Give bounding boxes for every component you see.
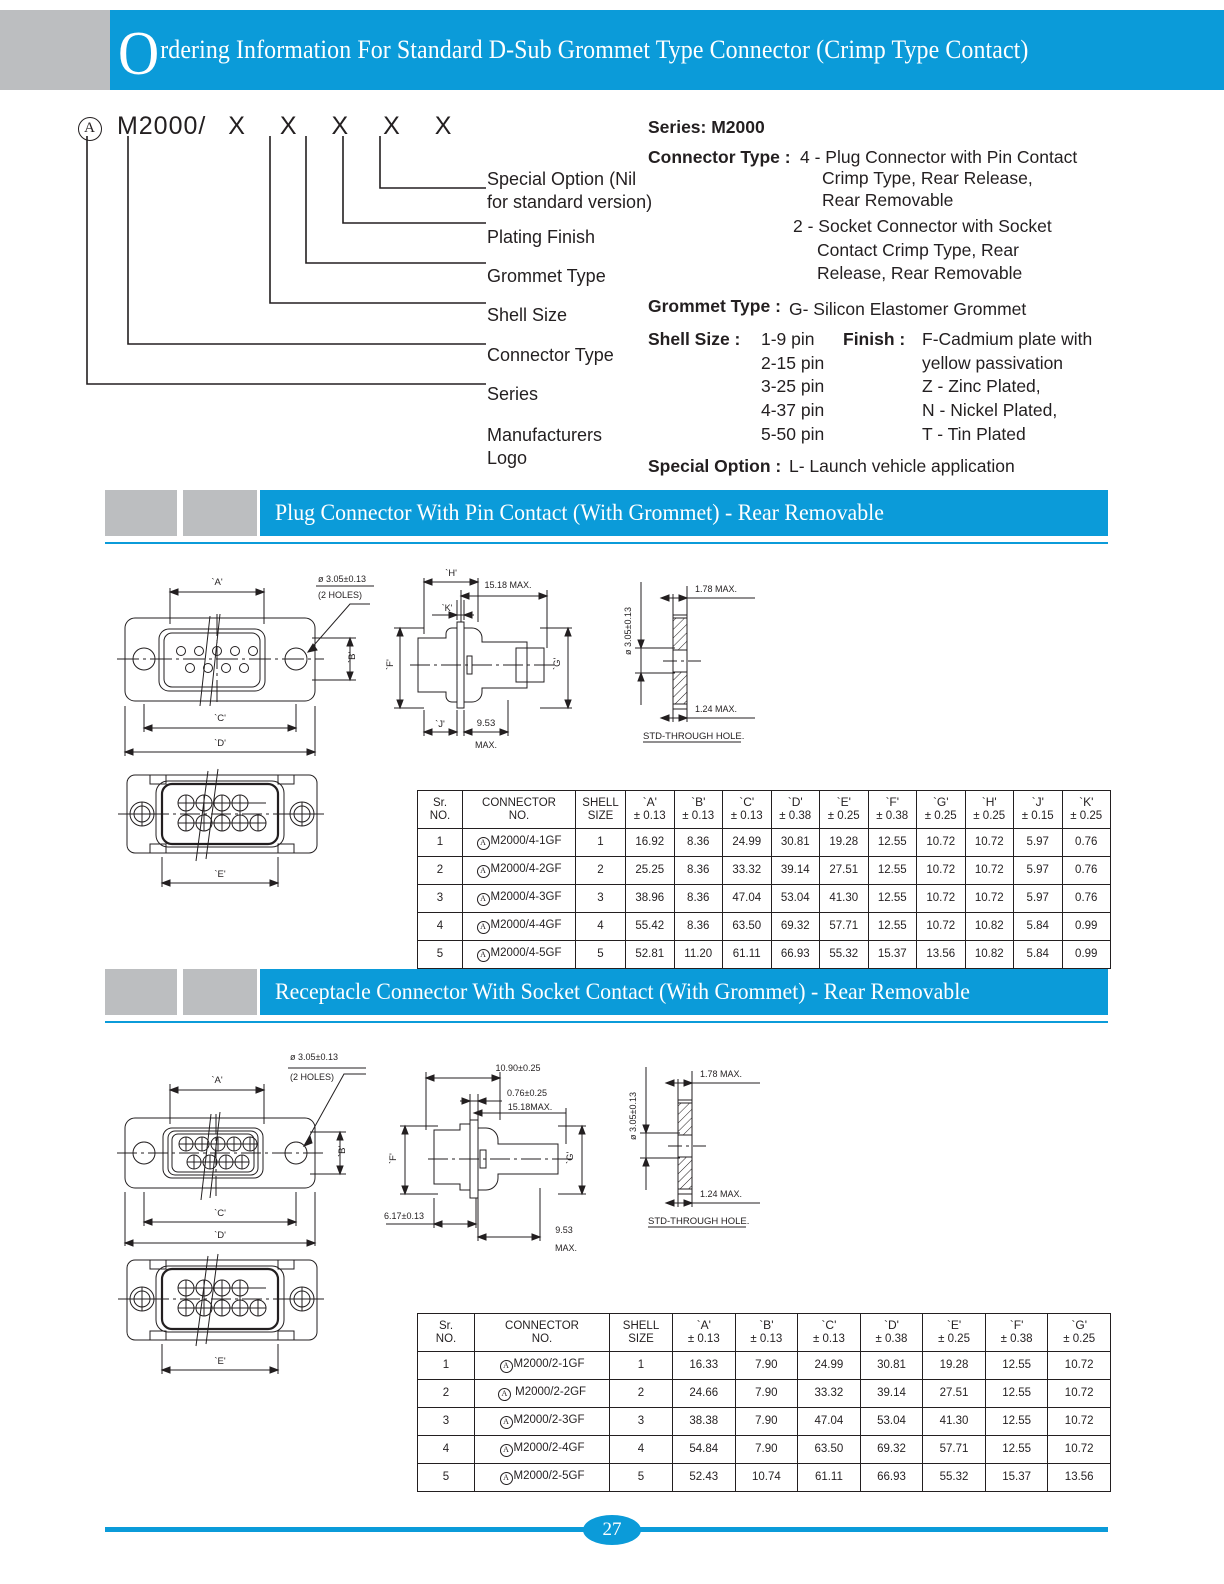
legend-shell-size-3: 3-25 pin (761, 376, 825, 396)
logo-mark-icon: A (477, 949, 490, 962)
legend-finish-5: T - Tin Plated (922, 424, 1026, 444)
cell-shell-size: 5 (610, 1464, 673, 1492)
th-connector-no: CONNECTOR NO. (463, 791, 576, 829)
svg-text:ø 3.05±0.13: ø 3.05±0.13 (290, 1052, 338, 1062)
svg-text:1.24 MAX.: 1.24 MAX. (700, 1189, 743, 1199)
table-row (418, 857, 1111, 885)
svg-text:1.78 MAX.: 1.78 MAX. (695, 584, 738, 594)
cell-connector-no: A M2000/2-2GF (475, 1380, 610, 1408)
cell-dim-e: 55.32 (923, 1464, 986, 1492)
table-header-row (418, 791, 1111, 829)
cell-connector-no: A M2000/4-5GF (463, 941, 576, 969)
cell-dim-g: 13.56 (917, 941, 966, 969)
cell-dim-g: 10.72 (917, 829, 966, 857)
logo-mark-icon: A (477, 921, 490, 934)
cell-sr-no: 5 (418, 1464, 475, 1492)
th-dim-g: `G' ± 0.25 (1048, 1314, 1111, 1352)
cell-dim-a: 38.96 (626, 885, 675, 913)
callout-manufacturers-logo-line1: Manufacturers (487, 425, 603, 445)
cell-dim-b: 8.36 (674, 885, 723, 913)
cell-dim-e: 41.30 (923, 1408, 986, 1436)
header-grey-block (0, 10, 110, 90)
cell-dim-k: 0.99 (1062, 941, 1111, 969)
cell-connector-no: A M2000/4-3GF (463, 885, 576, 913)
svg-text:10.90±0.25: 10.90±0.25 (495, 1063, 541, 1073)
cell-dim-a: 55.42 (626, 913, 675, 941)
cell-dim-e: 41.30 (820, 885, 869, 913)
legend-shell-size-4: 4-37 pin (761, 400, 825, 420)
svg-text:1.78 MAX.: 1.78 MAX. (700, 1069, 743, 1079)
cell-dim-g: 13.56 (1048, 1464, 1111, 1492)
table-row (418, 1464, 1111, 1492)
cell-dim-e: 57.71 (923, 1436, 986, 1464)
callout-grommet-type: Grommet Type (487, 266, 606, 286)
callout-shell-size: Shell Size (487, 305, 568, 325)
cell-dim-a: 25.25 (626, 857, 675, 885)
ordering-code-prefix: M2000/ (116, 112, 207, 140)
section-rule-receptacle (105, 1021, 1108, 1023)
cell-dim-c: 63.50 (798, 1436, 861, 1464)
legend-connector-type-line-3: Rear Removable (822, 190, 954, 210)
cell-connector-no: A M2000/2-5GF (475, 1464, 610, 1492)
cell-dim-e: 57.71 (820, 913, 869, 941)
th-dim-b: `B' ± 0.13 (674, 791, 723, 829)
cell-dim-j: 5.97 (1014, 885, 1063, 913)
cell-dim-d: 69.32 (771, 913, 820, 941)
cell-sr-no: 5 (418, 941, 463, 969)
th-dim-a: `A' ± 0.13 (673, 1314, 736, 1352)
title-text: rdering Information For Standard D-Sub Grommet Type Connector (Crimp Type Contact) (160, 35, 1029, 64)
cell-dim-d: 66.93 (860, 1464, 923, 1492)
cell-shell-size: 2 (610, 1380, 673, 1408)
svg-text:`K': `K' (441, 603, 453, 613)
callout-special-option-line1: Special Option (Nil (487, 169, 637, 189)
cell-sr-no: 4 (418, 1436, 475, 1464)
th-dim-c: `C' ± 0.13 (798, 1314, 861, 1352)
svg-text:`C': `C' (214, 1208, 226, 1219)
cell-dim-f: 12.55 (985, 1408, 1048, 1436)
cell-shell-size: 4 (610, 1436, 673, 1464)
cell-dim-b: 8.36 (674, 913, 723, 941)
cell-dim-f: 12.55 (985, 1436, 1048, 1464)
banner-grey-block-2 (183, 490, 257, 536)
table-header-row (418, 1314, 1111, 1352)
svg-text:`G': `G' (552, 657, 563, 670)
cell-dim-f: 12.55 (868, 857, 917, 885)
table-row (418, 1380, 1111, 1408)
th-dim-f: `F' ± 0.38 (985, 1314, 1048, 1352)
cell-dim-k: 0.76 (1062, 829, 1111, 857)
cell-dim-g: 10.72 (1048, 1380, 1111, 1408)
cell-shell-size: 3 (610, 1408, 673, 1436)
cell-dim-f: 12.55 (985, 1352, 1048, 1380)
cell-dim-f: 12.55 (985, 1380, 1048, 1408)
page-number: 27 (583, 1515, 641, 1545)
legend-grommet-type-value: G- Silicon Elastomer Grommet (789, 299, 1027, 319)
cell-dim-j: 5.84 (1014, 941, 1063, 969)
th-dim-f: `F' ± 0.38 (868, 791, 917, 829)
logo-mark-icon: A (500, 1416, 513, 1429)
svg-text:`C': `C' (214, 713, 226, 724)
svg-text:`A': `A' (211, 577, 223, 588)
svg-text:15.18 MAX.: 15.18 MAX. (484, 580, 532, 590)
title-dropcap: O (118, 20, 160, 88)
receptacle-table-body (418, 1352, 1111, 1492)
cell-dim-g: 10.72 (1048, 1352, 1111, 1380)
cell-dim-a: 38.38 (673, 1408, 736, 1436)
legend-shell-size-1: 1-9 pin (761, 329, 815, 349)
plug-front-view-drawing (112, 556, 377, 761)
cell-shell-size: 3 (576, 885, 626, 913)
svg-text:9.53: 9.53 (476, 718, 496, 729)
cell-connector-no: A M2000/4-2GF (463, 857, 576, 885)
th-dim-b: `B' ± 0.13 (735, 1314, 798, 1352)
th-dim-d: `D' ± 0.38 (860, 1314, 923, 1352)
svg-text:`J': `J' (435, 719, 445, 730)
legend-shell-size-2: 2-15 pin (761, 353, 825, 373)
cell-connector-no: A M2000/4-4GF (463, 913, 576, 941)
cell-shell-size: 4 (576, 913, 626, 941)
callout-manufacturers-logo-line2: Logo (487, 448, 528, 468)
legend-finish-label: Finish : (843, 329, 906, 349)
cell-dim-b: 7.90 (735, 1352, 798, 1380)
cell-dim-a: 54.84 (673, 1436, 736, 1464)
table-row (418, 1436, 1111, 1464)
cell-dim-e: 19.28 (820, 829, 869, 857)
cell-shell-size: 1 (576, 829, 626, 857)
legend-special-option-value: L- Launch vehicle application (789, 456, 1015, 476)
cell-dim-c: 33.32 (798, 1380, 861, 1408)
cell-dim-g: 10.72 (917, 913, 966, 941)
callout-manufacturers-logo (487, 424, 647, 470)
section-banner-plug-text: Plug Connector With Pin Contact (With Grommet) - Rear Removable (275, 500, 884, 525)
legend-connector-type-line-6: Release, Rear Removable (817, 263, 1023, 283)
cell-dim-e: 55.32 (820, 941, 869, 969)
svg-text:(2 HOLES): (2 HOLES) (290, 1072, 335, 1082)
svg-text:`A': `A' (211, 1075, 223, 1086)
cell-dim-d: 30.81 (771, 829, 820, 857)
svg-text:`G': `G' (565, 1151, 576, 1164)
th-dim-a: `A' ± 0.13 (626, 791, 675, 829)
svg-text:`E': `E' (214, 1356, 226, 1367)
cell-dim-c: 63.50 (723, 913, 772, 941)
legend-finish-4: N - Nickel Plated, (922, 400, 1058, 420)
cell-connector-no: A M2000/2-4GF (475, 1436, 610, 1464)
cell-dim-f: 15.37 (868, 941, 917, 969)
legend-special-option-label: Special Option : (648, 456, 782, 476)
legend-shell-size-label: Shell Size : (648, 329, 741, 349)
cell-dim-d: 66.93 (771, 941, 820, 969)
svg-text:`E': `E' (214, 869, 226, 880)
th-connector-no: CONNECTOR NO. (475, 1314, 610, 1352)
cell-dim-a: 24.66 (673, 1380, 736, 1408)
logo-mark-icon: A (498, 1388, 511, 1401)
cell-sr-no: 4 (418, 913, 463, 941)
svg-text:9.53: 9.53 (555, 1225, 573, 1235)
cell-dim-g: 10.72 (1048, 1436, 1111, 1464)
legend-connector-type-line-1: 4 - Plug Connector with Pin Contact (800, 147, 1078, 167)
svg-text:15.18MAX.: 15.18MAX. (507, 1102, 553, 1112)
cell-dim-a: 52.43 (673, 1464, 736, 1492)
cell-dim-b: 7.90 (735, 1380, 798, 1408)
ordering-code-leader-lines (78, 128, 498, 458)
cell-dim-j: 5.84 (1014, 913, 1063, 941)
cell-dim-j: 5.97 (1014, 857, 1063, 885)
cell-dim-d: 53.04 (860, 1408, 923, 1436)
page-header (0, 10, 1224, 90)
plug-side-view-drawing (380, 560, 595, 755)
banner-grey-block-1 (105, 969, 177, 1015)
banner-grey-block-1 (105, 490, 177, 536)
cell-dim-c: 61.11 (723, 941, 772, 969)
logo-mark-icon: A (500, 1472, 513, 1485)
svg-text:`D': `D' (214, 1230, 226, 1241)
logo-mark-icon: A (477, 893, 490, 906)
svg-text:`B': `B' (337, 1145, 348, 1157)
cell-dim-e: 27.51 (820, 857, 869, 885)
svg-text:6.17±0.13: 6.17±0.13 (384, 1211, 424, 1221)
cell-dim-f: 15.37 (985, 1464, 1048, 1492)
callout-special-option (487, 168, 657, 214)
th-dim-k: `K' ± 0.25 (1062, 791, 1111, 829)
svg-text:STD-THROUGH HOLE.: STD-THROUGH HOLE. (643, 731, 745, 742)
cell-sr-no: 2 (418, 857, 463, 885)
logo-mark-icon: A (500, 1444, 513, 1457)
section-banner-plug (105, 490, 1108, 536)
svg-text:ø 3.05±0.13: ø 3.05±0.13 (623, 607, 633, 655)
th-dim-e: `E' ± 0.25 (923, 1314, 986, 1352)
cell-dim-e: 27.51 (923, 1380, 986, 1408)
cell-dim-h: 10.82 (965, 913, 1014, 941)
legend-connector-type-line-5: Contact Crimp Type, Rear (817, 240, 1019, 260)
cell-connector-no: A M2000/4-1GF (463, 829, 576, 857)
svg-text:STD-THROUGH HOLE.: STD-THROUGH HOLE. (648, 1216, 750, 1227)
page-title (118, 10, 1121, 90)
legend-series-label: Series: M2000 (648, 117, 765, 137)
legend-connector-type-label: Connector Type : (648, 147, 791, 167)
receptacle-front-view-drawing (112, 1032, 377, 1247)
cell-dim-h: 10.72 (965, 857, 1014, 885)
svg-text:1.24 MAX.: 1.24 MAX. (695, 704, 738, 714)
cell-sr-no: 2 (418, 1380, 475, 1408)
table-row (418, 1352, 1111, 1380)
cell-dim-d: 39.14 (771, 857, 820, 885)
legend-finish-2: yellow passivation (922, 353, 1064, 373)
svg-text:`F': `F' (385, 659, 396, 670)
cell-dim-g: 10.72 (1048, 1408, 1111, 1436)
th-dim-j: `J' ± 0.15 (1014, 791, 1063, 829)
cell-dim-d: 30.81 (860, 1352, 923, 1380)
legend-shell-size-5: 5-50 pin (761, 424, 825, 444)
cell-shell-size: 2 (576, 857, 626, 885)
cell-dim-d: 53.04 (771, 885, 820, 913)
cell-sr-no: 1 (418, 1352, 475, 1380)
cell-dim-c: 24.99 (723, 829, 772, 857)
svg-text:`D': `D' (214, 738, 226, 749)
th-dim-g: `G' ± 0.25 (917, 791, 966, 829)
cell-dim-h: 10.72 (965, 885, 1014, 913)
cell-dim-a: 16.92 (626, 829, 675, 857)
th-dim-c: `C' ± 0.13 (723, 791, 772, 829)
legend-finish-3: Z - Zinc Plated, (922, 376, 1041, 396)
th-shell-size: SHELL SIZE (610, 1314, 673, 1352)
svg-text:ø 3.05±0.13: ø 3.05±0.13 (318, 574, 366, 584)
receptacle-through-hole-drawing (620, 1045, 800, 1240)
cell-dim-g: 10.72 (917, 885, 966, 913)
cell-dim-k: 0.76 (1062, 857, 1111, 885)
table-row (418, 913, 1111, 941)
plug-spec-table (417, 790, 1111, 969)
th-sr-no: Sr. NO. (418, 1314, 475, 1352)
th-dim-d: `D' ± 0.38 (771, 791, 820, 829)
cell-dim-b: 10.74 (735, 1464, 798, 1492)
callout-connector-type: Connector Type (487, 345, 614, 365)
table-row (418, 941, 1111, 969)
plug-rear-view-drawing (112, 765, 377, 890)
cell-dim-a: 52.81 (626, 941, 675, 969)
cell-dim-b: 7.90 (735, 1408, 798, 1436)
svg-text:(2 HOLES): (2 HOLES) (318, 590, 363, 600)
svg-text:`H': `H' (445, 568, 457, 579)
cell-dim-b: 8.36 (674, 857, 723, 885)
section-banner-receptacle (105, 969, 1108, 1015)
cell-shell-size: 5 (576, 941, 626, 969)
callout-special-option-line2: for standard version) (487, 192, 653, 212)
cell-connector-no: A M2000/2-3GF (475, 1408, 610, 1436)
cell-dim-c: 47.04 (798, 1408, 861, 1436)
cell-dim-b: 7.90 (735, 1436, 798, 1464)
cell-dim-h: 10.72 (965, 829, 1014, 857)
svg-text:`F': `F' (388, 1153, 399, 1164)
receptacle-spec-table (417, 1313, 1111, 1492)
receptacle-rear-view-drawing (112, 1248, 377, 1378)
callout-series: Series (487, 384, 539, 404)
svg-text:0.76±0.25: 0.76±0.25 (507, 1088, 547, 1098)
cell-dim-a: 16.33 (673, 1352, 736, 1380)
plug-table-body (418, 829, 1111, 969)
table-row (418, 1408, 1111, 1436)
cell-dim-d: 39.14 (860, 1380, 923, 1408)
ordering-code-placeholders: X X X X X (228, 112, 466, 140)
legend-connector-type-line-2: Crimp Type, Rear Release, (822, 168, 1033, 188)
section-rule-plug (105, 542, 1108, 544)
th-shell-size: SHELL SIZE (576, 791, 626, 829)
cell-dim-e: 19.28 (923, 1352, 986, 1380)
cell-sr-no: 3 (418, 1408, 475, 1436)
cell-shell-size: 1 (610, 1352, 673, 1380)
cell-dim-g: 10.72 (917, 857, 966, 885)
cell-sr-no: 1 (418, 829, 463, 857)
th-sr-no: Sr. NO. (418, 791, 463, 829)
cell-dim-f: 12.55 (868, 829, 917, 857)
cell-sr-no: 3 (418, 885, 463, 913)
cell-dim-k: 0.76 (1062, 885, 1111, 913)
cell-dim-c: 33.32 (723, 857, 772, 885)
svg-text:ø 3.05±0.13: ø 3.05±0.13 (628, 1092, 638, 1140)
legend-connector-type-line-4: 2 - Socket Connector with Socket (793, 216, 1052, 236)
cell-dim-j: 5.97 (1014, 829, 1063, 857)
banner-grey-block-2 (183, 969, 257, 1015)
svg-text:MAX.: MAX. (554, 1243, 578, 1253)
plug-through-hole-drawing (615, 560, 795, 755)
cell-dim-k: 0.99 (1062, 913, 1111, 941)
svg-text:`B': `B' (347, 651, 358, 663)
cell-dim-c: 47.04 (723, 885, 772, 913)
cell-connector-no: A M2000/2-1GF (475, 1352, 610, 1380)
logo-mark-icon: A (477, 865, 490, 878)
logo-mark-icon: A (477, 837, 490, 850)
cell-dim-h: 10.82 (965, 941, 1014, 969)
receptacle-side-view-drawing (372, 1038, 610, 1263)
cell-dim-c: 24.99 (798, 1352, 861, 1380)
cell-dim-c: 61.11 (798, 1464, 861, 1492)
legend-finish-1: F-Cadmium plate with (922, 329, 1093, 349)
logo-mark-icon: A (500, 1360, 513, 1373)
th-dim-h: `H' ± 0.25 (965, 791, 1014, 829)
cell-dim-f: 12.55 (868, 885, 917, 913)
table-row (418, 885, 1111, 913)
cell-dim-d: 69.32 (860, 1436, 923, 1464)
section-banner-receptacle-text: Receptacle Connector With Socket Contact (With Grommet) - Rear Removable (275, 979, 970, 1004)
legend-grommet-type-label: Grommet Type : (648, 296, 781, 316)
callout-plating-finish: Plating Finish (487, 227, 596, 247)
table-row (418, 829, 1111, 857)
th-dim-e: `E' ± 0.25 (820, 791, 869, 829)
cell-dim-b: 8.36 (674, 829, 723, 857)
manufacturer-logo-icon: A (78, 117, 102, 141)
svg-text:MAX.: MAX. (474, 740, 498, 750)
cell-dim-f: 12.55 (868, 913, 917, 941)
cell-dim-b: 11.20 (674, 941, 723, 969)
